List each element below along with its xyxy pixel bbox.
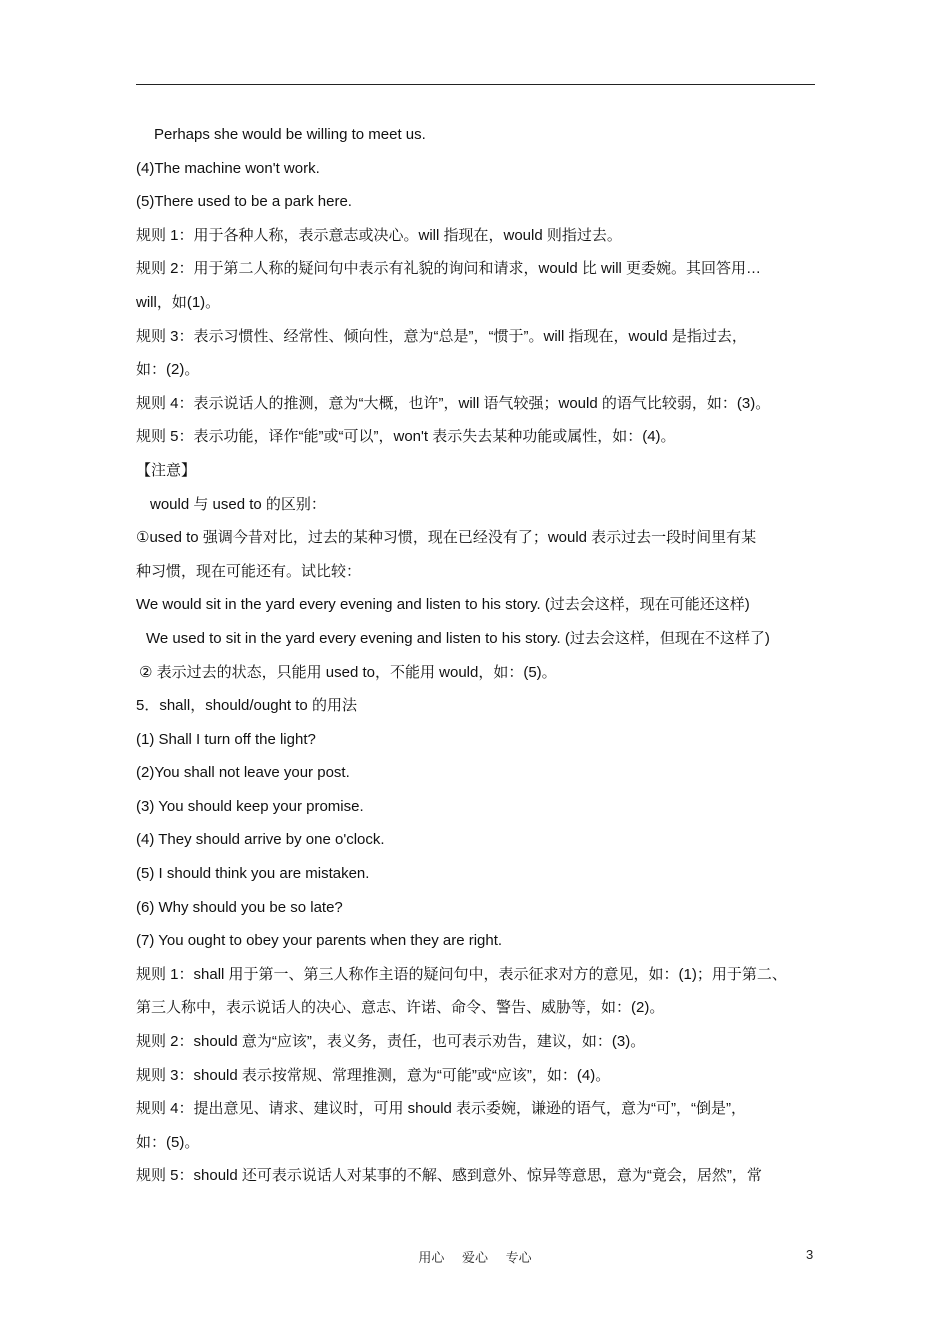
- note-heading: 【注意】: [136, 461, 197, 479]
- footer-motto: 用心 爱心 专心: [418, 1250, 532, 1265]
- text-line: ①used to 强调今昔对比，过去的某种习惯，现在已经没有了；would 表示过去一段时间里有某: [136, 529, 757, 547]
- example-line: (1) Shall I turn off the light?: [136, 730, 316, 748]
- text-line: 规则 4：提出意见、请求、建议时，可用 should 表示委婉，谦逊的语气，意为“可”，“倒是”，: [136, 1100, 747, 1118]
- text-line: 规则 4：表示说话人的推测，意为“大概，也许”，will 语气较强；would 的语气比较弱，如：(3)。: [136, 394, 771, 412]
- text-line: 规则 2：用于第二人称的疑问句中表示有礼貌的询问和请求，would 比 will 更委婉。其回答用…: [136, 260, 762, 278]
- text-line: (5)There used to be a park here.: [136, 193, 352, 211]
- example-line: (3) You should keep your promise.: [136, 797, 364, 815]
- text-line: 规则 5：should 还可表示说话人对某事的不解、感到意外、惊异等意思，意为“竟会，居然”，常: [136, 1167, 762, 1185]
- text-line: 如：(2)。: [136, 361, 200, 379]
- text-line: 如：(5)。: [136, 1133, 200, 1151]
- text-line: 规则 1：用于各种人称，表示意志或决心。will 指现在，would 则指过去。: [136, 226, 622, 244]
- example-line: We used to sit in the yard every evening and listen to his story. (过去会这样，但现在不这样了): [146, 629, 770, 647]
- header-rule: [136, 84, 815, 85]
- text-line: will，如(1)。: [136, 293, 221, 311]
- text-line: 第三人称中，表示说话人的决心、意志、许诺、命令、警告、威胁等，如：(2)。: [136, 999, 665, 1017]
- section-heading: 5．shall，should/ought to 的用法: [136, 697, 357, 715]
- example-line: (5) I should think you are mistaken.: [136, 865, 370, 883]
- example-line: (4) They should arrive by one o'clock.: [136, 831, 385, 849]
- document-body: [136, 118, 815, 1193]
- example-line: We would sit in the yard every evening and listen to his story. (过去会这样，现在可能还这样): [136, 596, 750, 614]
- example-line: (2)You shall not leave your post.: [136, 764, 350, 782]
- text-line: 规则 5：表示功能，译作“能”或“可以”，won't 表示失去某种功能或属性，如：(4)。: [136, 428, 676, 446]
- text-line: 规则 3：should 表示按常规、常理推测，意为“可能”或“应该”，如：(4)。: [136, 1066, 611, 1084]
- text-line: 规则 2：should 意为“应该”，表义务，责任，也可表示劝告，建议，如：(3)。: [136, 1033, 646, 1051]
- example-line: (6) Why should you be so late?: [136, 898, 343, 916]
- text-line: would 与 used to 的区别：: [150, 495, 326, 513]
- page-number: 3: [806, 1247, 814, 1262]
- example-line: (7) You ought to obey your parents when they are right.: [136, 932, 503, 950]
- text-line: Perhaps she would be willing to meet us.: [154, 126, 426, 143]
- text-line: ② 表示过去的状态，只能用 used to，不能用 would，如：(5)。: [139, 663, 557, 681]
- text-line: 规则 1：shall 用于第一、第三人称作主语的疑问句中，表示征求对方的意见，如：(1)；用于第二、: [136, 965, 787, 983]
- text-line: 规则 3：表示习惯性、经常性、倾向性，意为“总是”，“惯于”。will 指现在，would 是指过去，: [136, 327, 747, 345]
- text-line: (4)The machine won't work.: [136, 159, 320, 177]
- text-line: 种习惯，现在可能还有。试比较：: [136, 562, 362, 580]
